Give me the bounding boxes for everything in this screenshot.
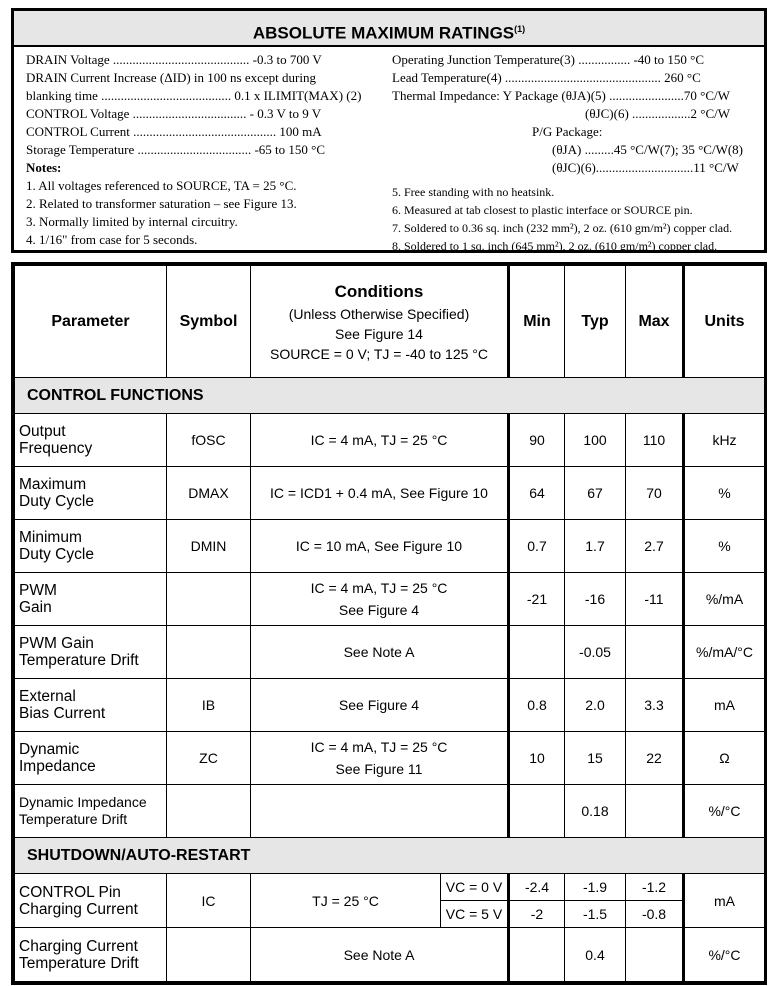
condition-cell: IC = ICD1 + 0.4 mA, See Figure 10: [251, 467, 509, 520]
note-line: 3. Normally limited by internal circuitry.: [26, 214, 238, 229]
symbol-cell: DMAX: [167, 467, 251, 520]
table-header-row: [15, 266, 765, 378]
notes-heading: Notes:: [26, 160, 62, 175]
symbol-cell: [167, 626, 251, 679]
rating-line: CONTROL Voltage ................................... - 0.3 V to 9 V: [26, 106, 322, 121]
condition-cell: See Note A: [251, 928, 509, 982]
header-symbol: Symbol: [167, 266, 251, 378]
param-cell: PWM Gain: [15, 573, 167, 626]
param-cell: Output Frequency: [15, 414, 167, 467]
min-cell: -2: [509, 901, 565, 928]
max-cell: -0.8: [626, 901, 684, 928]
rating-line: blanking time ........................................ 0.1 x ILIMIT(MAX) (2): [26, 88, 362, 103]
condition-cell: See Note A: [251, 626, 509, 679]
rating-line: Operating Junction Temperature(3) ................ -40 to 150 °C: [392, 52, 705, 67]
condition-cell: See Figure 4: [251, 679, 509, 732]
units-cell: kHz: [684, 414, 765, 467]
condition-cell: TJ = 25 °C: [251, 874, 441, 928]
rating-line: (θJC)(6) ..................2 °C/W: [585, 106, 731, 121]
max-cell: [626, 928, 684, 982]
section-control-functions: CONTROL FUNCTIONS: [15, 378, 765, 414]
min-cell: -21: [509, 573, 565, 626]
param-cell: External Bias Current: [15, 679, 167, 732]
table-row: [15, 520, 765, 573]
max-cell: -11: [626, 573, 684, 626]
condition-cell: IC = 4 mA, TJ = 25 °C See Figure 4: [251, 573, 509, 626]
min-cell: [509, 928, 565, 982]
max-cell: [626, 626, 684, 679]
rating-line: P/G Package:: [532, 124, 603, 139]
min-cell: [509, 785, 565, 838]
units-cell: %: [684, 467, 765, 520]
section-shutdown-auto-restart: SHUTDOWN/AUTO-RESTART: [15, 838, 765, 874]
header-parameter: Parameter: [15, 266, 167, 378]
header-max: Max: [626, 266, 684, 378]
units-cell: %/mA/°C: [684, 626, 765, 679]
table-row: [15, 874, 765, 901]
units-cell: Ω: [684, 732, 765, 785]
header-units: Units: [684, 266, 765, 378]
param-cell: Minimum Duty Cycle: [15, 520, 167, 573]
rating-line: DRAIN Current Increase (ΔID) in 100 ns except during: [26, 70, 316, 85]
symbol-cell: IC: [167, 874, 251, 928]
symbol-cell: IB: [167, 679, 251, 732]
typ-cell: 15: [565, 732, 626, 785]
table-row: [15, 785, 765, 838]
typ-cell: -0.05: [565, 626, 626, 679]
section-row: [15, 838, 765, 874]
param-cell: Dynamic Impedance Temperature Drift: [15, 785, 167, 838]
header-conditions: Conditions (Unless Otherwise Specified) See Figure 14 SOURCE = 0 V; TJ = -40 to 125 °C: [251, 266, 509, 378]
typ-cell: 1.7: [565, 520, 626, 573]
note-line: 8. Soldered to 1 sq. inch (645 mm²), 2 oz. (610 gm/m²) copper clad.: [392, 239, 718, 253]
symbol-cell: [167, 785, 251, 838]
param-cell: Dynamic Impedance: [15, 732, 167, 785]
note-line: 5. Free standing with no heatsink.: [392, 185, 555, 199]
table-row: [15, 626, 765, 679]
abs-max-title: ABSOLUTE MAXIMUM RATINGS$^{(1)}$: [14, 11, 764, 47]
typ-cell: 2.0: [565, 679, 626, 732]
typ-cell: -1.9: [565, 874, 626, 901]
symbol-cell: [167, 928, 251, 982]
table-row: [15, 467, 765, 520]
condition-sub-cell: VC = 0 V: [441, 874, 509, 901]
max-cell: 70: [626, 467, 684, 520]
table-row: [15, 414, 765, 467]
header-min: Min: [509, 266, 565, 378]
symbol-cell: DMIN: [167, 520, 251, 573]
rating-line: Lead Temperature(4) ................................................ 260 °C: [392, 70, 701, 85]
max-cell: -1.2: [626, 874, 684, 901]
min-cell: 64: [509, 467, 565, 520]
condition-sub-cell: VC = 5 V: [441, 901, 509, 928]
rating-line: Storage Temperature ................................... -65 to 150 °C: [26, 142, 326, 157]
symbol-cell: fOSC: [167, 414, 251, 467]
typ-cell: 100: [565, 414, 626, 467]
param-cell: PWM Gain Temperature Drift: [15, 626, 167, 679]
rating-line: (θJC)(6)..............................11 °C/W: [552, 160, 739, 175]
table-row: [15, 573, 765, 626]
max-cell: 110: [626, 414, 684, 467]
symbol-cell: ZC: [167, 732, 251, 785]
param-cell: Maximum Duty Cycle: [15, 467, 167, 520]
units-cell: mA: [684, 679, 765, 732]
rating-line: Thermal Impedance: Y Package (θJA)(5) .......................70 °C/W: [392, 88, 730, 103]
units-cell: %: [684, 520, 765, 573]
symbol-cell: [167, 573, 251, 626]
section-row: [15, 378, 765, 414]
min-cell: 0.8: [509, 679, 565, 732]
min-cell: [509, 626, 565, 679]
abs-max-left-column: [26, 51, 381, 249]
table-row: [15, 732, 765, 785]
param-cell: CONTROL Pin Charging Current: [15, 874, 167, 928]
param-cell: Charging Current Temperature Drift: [15, 928, 167, 982]
absolute-maximum-ratings-box: [11, 8, 767, 253]
units-cell: %/mA: [684, 573, 765, 626]
typ-cell: -16: [565, 573, 626, 626]
condition-cell: [251, 785, 509, 838]
condition-cell: IC = 4 mA, TJ = 25 °C See Figure 11: [251, 732, 509, 785]
table-row: [15, 928, 765, 982]
min-cell: -2.4: [509, 874, 565, 901]
units-cell: %/°C: [684, 928, 765, 982]
rating-line: DRAIN Voltage .......................................... -0.3 to 700 V: [26, 52, 322, 67]
rating-line: (θJA) .........45 °C/W(7); 35 °C/W(8): [552, 142, 744, 157]
units-cell: mA: [684, 874, 765, 928]
min-cell: 0.7: [509, 520, 565, 573]
max-cell: 22: [626, 732, 684, 785]
condition-cell: IC = 4 mA, TJ = 25 °C: [251, 414, 509, 467]
table-row: [15, 679, 765, 732]
units-cell: %/°C: [684, 785, 765, 838]
typ-cell: 0.4: [565, 928, 626, 982]
max-cell: [626, 785, 684, 838]
rating-line: CONTROL Current ............................................ 100 mA: [26, 124, 322, 139]
max-cell: 2.7: [626, 520, 684, 573]
note-line: 2. Related to transformer saturation – see Figure 13.: [26, 196, 297, 211]
typ-cell: -1.5: [565, 901, 626, 928]
note-line: 6. Measured at tab closest to plastic interface or SOURCE pin.: [392, 203, 693, 217]
max-cell: 3.3: [626, 679, 684, 732]
min-cell: 90: [509, 414, 565, 467]
note-line: 7. Soldered to 0.36 sq. inch (232 mm²), 2 oz. (610 gm/m²) copper clad.: [392, 221, 733, 235]
electrical-characteristics-table: [11, 262, 767, 985]
min-cell: 10: [509, 732, 565, 785]
typ-cell: 67: [565, 467, 626, 520]
note-line: 1. All voltages referenced to SOURCE, TA = 25 °C.: [26, 178, 297, 193]
note-line: 4. 1/16" from case for 5 seconds.: [26, 232, 198, 247]
typ-cell: 0.18: [565, 785, 626, 838]
condition-cell: IC = 10 mA, See Figure 10: [251, 520, 509, 573]
abs-max-right-column: [392, 51, 764, 255]
header-typ: Typ: [565, 266, 626, 378]
